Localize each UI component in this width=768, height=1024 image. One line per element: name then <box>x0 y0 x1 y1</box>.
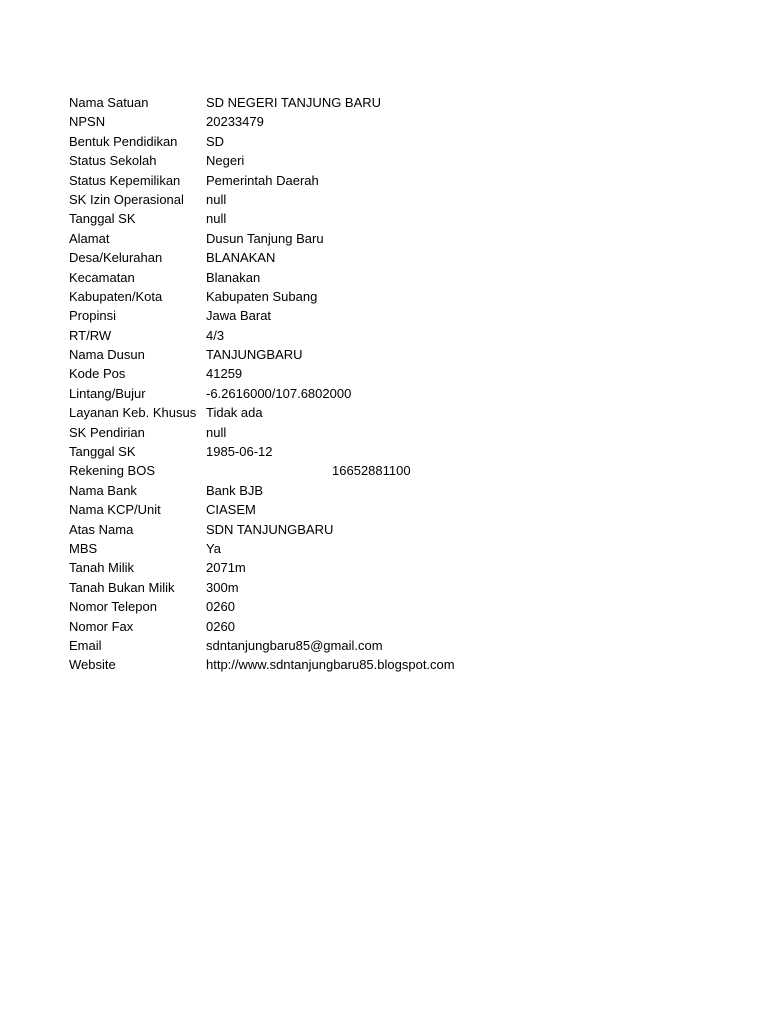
label-status-sekolah: Status Sekolah <box>69 153 157 169</box>
value-propinsi: Jawa Barat <box>206 308 272 324</box>
value-bentuk-pendidikan: SD <box>206 133 225 149</box>
label-tanggal-sk-pendirian: Tanggal SK <box>69 444 136 460</box>
value-sk-izin-operasional: null <box>206 191 227 207</box>
value-lintang-bujur: -6.2616000/107.6802000 <box>206 385 352 401</box>
row-lintang-bujur <box>69 384 709 403</box>
label-desa-kelurahan: Desa/Kelurahan <box>69 250 163 266</box>
value-tanggal-sk: null <box>206 211 227 227</box>
label-rekening-bos: Rekening BOS <box>69 463 155 479</box>
label-nomor-telepon: Nomor Telepon <box>69 599 157 615</box>
value-status-sekolah: Negeri <box>206 153 245 169</box>
label-propinsi: Propinsi <box>69 308 116 324</box>
label-bentuk-pendidikan: Bentuk Pendidikan <box>69 133 178 149</box>
value-rt-rw: 4/3 <box>206 327 225 343</box>
row-rekening-bos <box>69 461 709 480</box>
label-nama-dusun: Nama Dusun <box>69 347 145 363</box>
label-kabupaten-kota: Kabupaten/Kota <box>69 288 163 304</box>
value-atas-nama: SDN TANJUNGBARU <box>206 521 334 537</box>
value-tanggal-sk-pendirian: 1985-06-12 <box>206 444 273 460</box>
value-tanah-milik: 2071m <box>206 560 246 576</box>
label-status-kepemilikan: Status Kepemilikan <box>69 172 181 188</box>
row-nama-satuan <box>69 93 709 112</box>
row-npsn <box>69 112 709 131</box>
value-nama-satuan: SD NEGERI TANJUNG BARU <box>206 95 382 110</box>
row-nama-bank <box>69 481 709 500</box>
label-tanggal-sk: Tanggal SK <box>69 211 136 227</box>
row-email <box>69 636 709 655</box>
row-desa-kelurahan <box>69 248 709 267</box>
value-layanan-keb-khusus: Tidak ada <box>206 405 263 421</box>
school-profile-table <box>69 93 709 675</box>
label-tanah-bukan-milik: Tanah Bukan Milik <box>69 579 175 595</box>
label-nama-kcp-unit: Nama KCP/Unit <box>69 502 161 518</box>
row-bentuk-pendidikan <box>69 132 709 151</box>
row-nama-dusun <box>69 345 709 364</box>
label-atas-nama: Atas Nama <box>69 521 134 537</box>
value-mbs: Ya <box>206 540 221 556</box>
label-kode-pos: Kode Pos <box>69 366 126 382</box>
row-tanggal-sk-pendirian <box>69 442 709 461</box>
row-nomor-telepon <box>69 597 709 616</box>
value-alamat: Dusun Tanjung Baru <box>206 230 324 246</box>
row-tanah-bukan-milik <box>69 578 709 597</box>
label-email: Email <box>69 637 102 653</box>
label-lintang-bujur: Lintang/Bujur <box>69 385 146 401</box>
label-layanan-keb-khusus: Layanan Keb. Khusus <box>69 405 197 421</box>
row-nomor-fax <box>69 617 709 636</box>
value-sk-pendirian: null <box>206 424 227 440</box>
row-status-sekolah <box>69 151 709 170</box>
row-rt-rw <box>69 326 709 345</box>
value-kode-pos: 41259 <box>206 366 243 382</box>
value-npsn: 20233479 <box>206 114 264 130</box>
value-nama-bank: Bank BJB <box>206 482 264 498</box>
label-kecamatan: Kecamatan <box>69 269 135 285</box>
value-rekening-bos: 16652881100 <box>332 463 411 479</box>
row-atas-nama <box>69 520 709 539</box>
label-rt-rw: RT/RW <box>69 327 112 343</box>
label-website: Website <box>69 657 116 673</box>
row-alamat <box>69 229 709 248</box>
label-mbs: MBS <box>69 540 98 556</box>
row-sk-pendirian <box>69 423 709 442</box>
value-kecamatan: Blanakan <box>206 269 261 285</box>
value-nama-dusun: TANJUNGBARU <box>206 347 303 363</box>
label-sk-pendirian: SK Pendirian <box>69 424 145 440</box>
label-tanah-milik: Tanah Milik <box>69 560 135 576</box>
value-website[interactable]: http://www.sdntanjungbaru85.blogspot.com <box>206 657 455 673</box>
label-alamat: Alamat <box>69 230 110 246</box>
row-kabupaten-kota <box>69 287 709 306</box>
value-email[interactable]: sdntanjungbaru85@gmail.com <box>206 637 383 653</box>
row-kecamatan <box>69 268 709 287</box>
label-npsn: NPSN <box>69 114 106 130</box>
value-nomor-telepon: 0260 <box>206 599 235 615</box>
value-nomor-fax: 0260 <box>206 618 235 634</box>
row-mbs <box>69 539 709 558</box>
label-nama-bank: Nama Bank <box>69 482 137 498</box>
row-sk-izin-operasional <box>69 190 709 209</box>
label-nama-satuan: Nama Satuan <box>69 95 149 110</box>
value-status-kepemilikan: Pemerintah Daerah <box>206 172 319 188</box>
row-layanan-keb-khusus <box>69 403 709 422</box>
value-tanah-bukan-milik: 300m <box>206 579 239 595</box>
row-tanggal-sk <box>69 209 709 228</box>
value-desa-kelurahan: BLANAKAN <box>206 250 276 266</box>
row-tanah-milik <box>69 558 709 577</box>
value-nama-kcp-unit: CIASEM <box>206 502 256 518</box>
row-propinsi <box>69 306 709 325</box>
row-kode-pos <box>69 364 709 383</box>
label-sk-izin-operasional: SK Izin Operasional <box>69 191 184 207</box>
label-nomor-fax: Nomor Fax <box>69 618 134 634</box>
row-website <box>69 655 709 674</box>
row-status-kepemilikan <box>69 171 709 190</box>
value-kabupaten-kota: Kabupaten Subang <box>206 288 318 304</box>
row-nama-kcp-unit <box>69 500 709 519</box>
